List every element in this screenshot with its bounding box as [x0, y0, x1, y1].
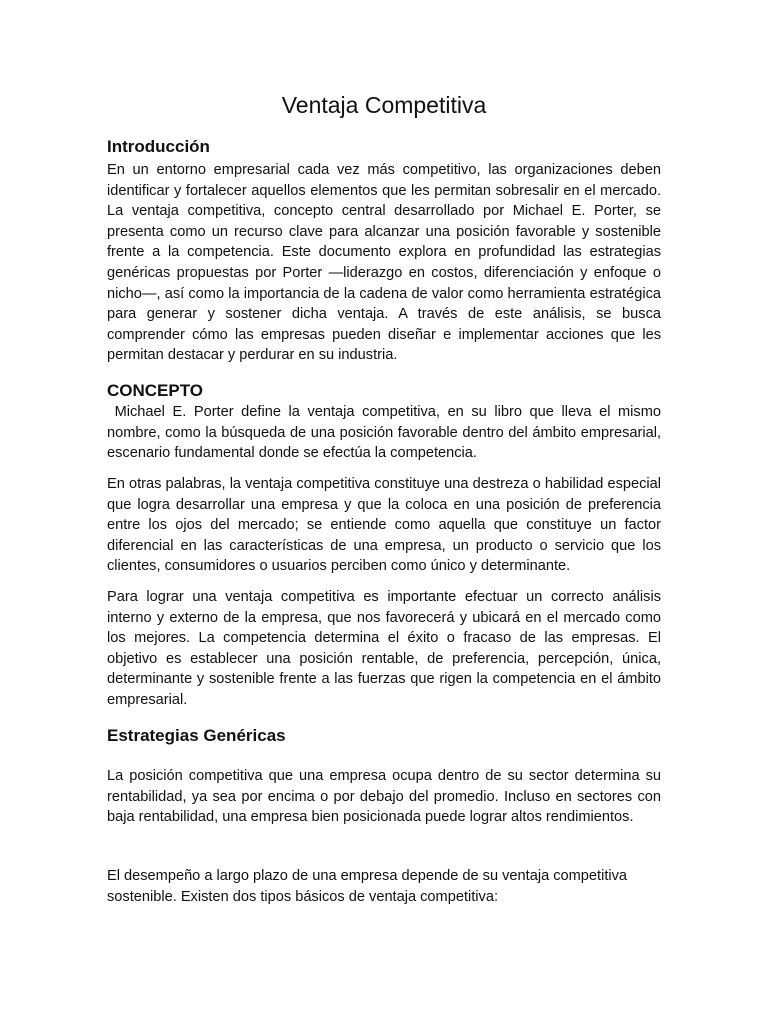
section-heading-introduccion: Introducción — [107, 137, 210, 156]
estrategias-paragraph-1: La posición competitiva que una empresa ocupa dentro de su sector determina su rentabilidad, ya sea por encima o por debajo del promedio. Incluso en sectores con baja rentabilidad, una empresa bien posicionada puede lograr altos rendimientos. — [107, 768, 661, 826]
concepto-paragraph-1: Michael E. Porter define la ventaja competitiva, en su libro que lleva el mismo nombre, como la búsqueda de una posición favorable dentro del ámbito empresarial, escenario fundamental donde se efectúa la competencia. — [107, 404, 666, 462]
document-title: Ventaja Competitiva — [281, 92, 487, 118]
concepto-paragraph-2: En otras palabras, la ventaja competitiva constituye una destreza o habilidad especial que logra desarrollar una empresa y que la coloca en una posición de preferencia entre los ojos del mercado; se entiende como aquella que constituye un factor diferencial en las características de una empresa, un producto o servicio que los clientes, consumidores o usuarios perciben como único y determinante. — [107, 476, 661, 575]
concepto-paragraph-3: Para lograr una ventaja competitiva es importante efectuar un correcto análisis interno y externo de la empresa, que nos favorecerá y ubicará en el mercado como los mejores. La competencia determina el éxito o fracaso de las empresas. El objetivo es establecer una posición rentable, de preferencia, percepción, única, determinante y sostenible frente a las fuerzas que rigen la competencia en el ámbito empresarial. — [107, 589, 661, 708]
section-heading-estrategias: Estrategias Genéricas — [107, 726, 286, 745]
introduccion-paragraph: En un entorno empresarial cada vez más competitivo, las organizaciones deben identificar y fortalecer aquellos elementos que les permitan sobresalir en el mercado. La ventaja competitiva, concepto central desarrollado por Michael E. Porter, se presenta como un recurso clave para alcanzar una posición favorable y sostenible frente a la competencia. Este documento explora en profundidad las estrategias genéricas propuestas por Porter —liderazgo en costos, diferenciación y enfoque o nicho—, así como la importancia de la cadena de valor como herramienta estratégica para generar y sostener dicha ventaja. A través de este análisis, se busca comprender cómo las empresas pueden diseñar e implementar acciones que les permitan destacar y perdurar en su industria. — [107, 162, 661, 364]
estrategias-paragraph-2: El desempeño a largo plazo de una empresa depende de su ventaja competitiva sostenible. Existen dos tipos básicos de ventaja competitiva: — [107, 868, 628, 905]
section-heading-concepto: CONCEPTO — [107, 381, 204, 400]
